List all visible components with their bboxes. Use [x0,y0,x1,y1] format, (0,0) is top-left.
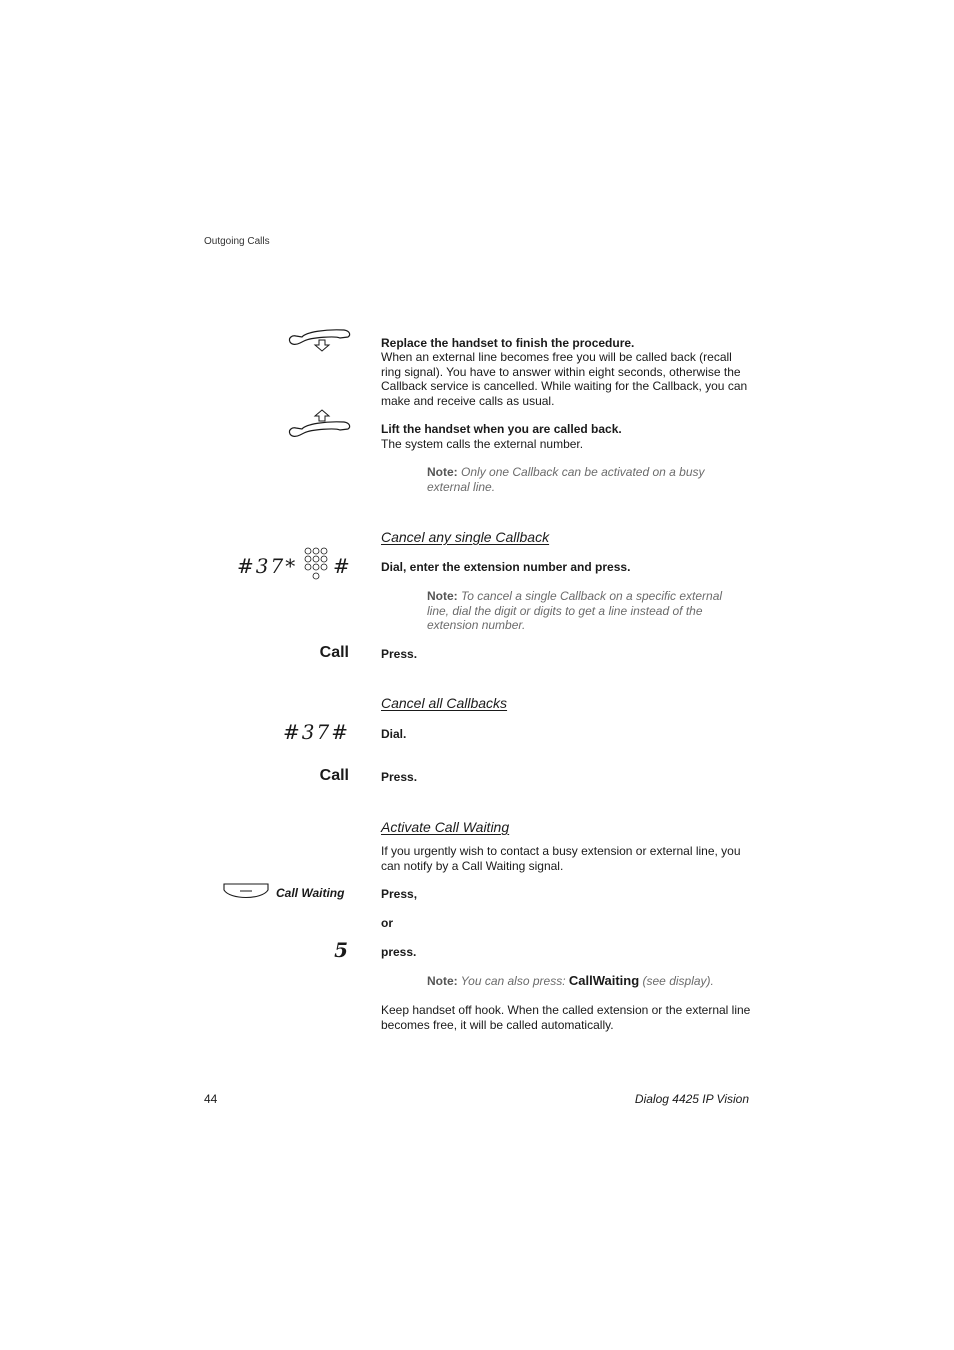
softkey-call-waiting-label: Call Waiting [276,886,345,900]
note-text: You can also press: [460,974,566,988]
dial-code-cancel-all: #37# [283,720,350,744]
note-text: Only one Callback can be activated on a busy external line. [427,465,705,494]
press-instruction: press. [381,945,417,959]
dial-instruction: Dial. [381,727,407,741]
call-waiting-outro: Keep handset off hook. When the called extension or the external line becomes free, it will be called automatically. [381,1003,751,1032]
softkey-icon [222,882,270,904]
display-text: CallWaiting [568,973,640,988]
product-name: Dialog 4425 IP Vision [634,1092,749,1106]
handset-up-icon [286,408,352,438]
press-instruction: Press. [381,647,418,661]
replace-handset-body: When an external line becomes free you will be called back (recall ring signal). You have to answer within eight seconds, otherwise the Callback service is cancelled. While waiting for the Callback, you can make and receive calls as usual. [381,350,748,408]
dial-instruction: Dial, enter the extension number and press. [381,560,631,574]
note-label: Note: [427,465,458,479]
call-key: Call [319,644,349,661]
lift-handset-title: Lift the handset when you are called back. [381,422,622,436]
call-waiting-intro: If you urgently wish to contact a busy extension or external line, you can notify by a Call Waiting signal. [381,844,741,873]
heading-cancel-single: Cancel any single Callback [381,529,550,545]
note-label: Note: [427,589,458,603]
note-text-end: (see display). [642,974,714,988]
press-instruction: Press. [381,770,418,784]
replace-handset-title: Replace the handset to finish the procedure. [381,336,635,350]
press-instruction: Press, [381,887,418,901]
note-text: To cancel a single Callback on a specific external line, dial the digit or digits to get a line instead of the extension number. [427,589,723,632]
handset-down-icon [286,326,352,354]
digit-key: 5 [334,938,350,962]
call-key: Call [319,767,349,784]
or-text: or [381,916,393,930]
note-call-waiting [427,974,747,989]
dial-code-prefix: #37* [237,554,298,578]
note-single-callback [427,465,747,494]
dial-code-suffix: # [333,554,352,578]
heading-cancel-all: Cancel all Callbacks [381,695,508,711]
heading-call-waiting: Activate Call Waiting [381,819,510,835]
note-label: Note: [427,974,458,988]
page-number: 44 [204,1092,218,1106]
keypad-icon [304,547,328,583]
running-header: Outgoing Calls [204,236,270,247]
note-cancel-single [427,589,747,633]
lift-handset-body: The system calls the external number. [381,437,584,451]
